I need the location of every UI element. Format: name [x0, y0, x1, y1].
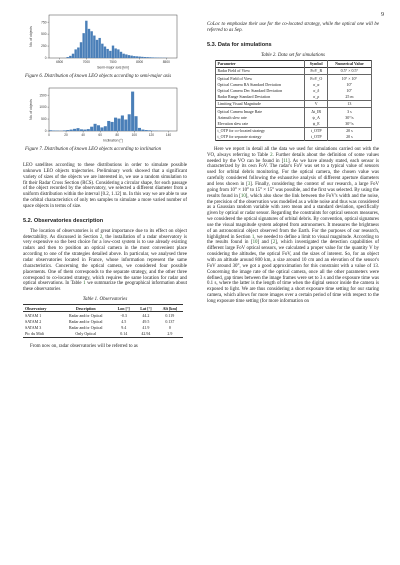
table-cell: t_OTP for co-located strategy — [215, 127, 305, 134]
table-cell: V — [305, 100, 328, 107]
y-axis-label: Nb. of objects — [29, 26, 33, 47]
citation-link[interactable]: 11 — [283, 158, 288, 164]
x-axis-label: Semi-major axis [km] — [97, 65, 129, 70]
right-column — [207, 22, 379, 305]
table-cell: ψ_A — [305, 114, 328, 120]
observatories-table-header: Lon [°] — [117, 305, 130, 311]
histogram-bar — [88, 29, 90, 58]
table-cell: SATAM 1 — [25, 312, 42, 318]
table-cell: 25 m — [328, 94, 371, 101]
histogram-bar — [138, 128, 141, 131]
histogram-bar — [104, 47, 106, 58]
histogram-bar — [93, 36, 95, 58]
observatories-table-header: Description — [75, 305, 96, 311]
histogram-bar — [97, 125, 100, 131]
table-cell: σ_δ — [305, 87, 328, 93]
table-cell: FoV_O — [305, 75, 328, 82]
histogram-bar — [74, 49, 76, 58]
table-cell: 10" — [328, 81, 371, 87]
histogram-bar — [145, 130, 148, 131]
left-column — [23, 12, 187, 350]
histogram-bar — [100, 127, 103, 131]
y-tick-label: 1500 — [39, 93, 47, 98]
table-cell: Radar and/or Optical — [68, 325, 103, 331]
x-tick-label: 80 — [115, 133, 120, 137]
section-link[interactable]: 1 — [251, 234, 255, 240]
table-cell: Pic du Midi — [25, 331, 44, 337]
histogram-bar — [114, 118, 117, 131]
table-cell: Optical Camera Image Rate — [215, 108, 305, 115]
histogram-bar — [114, 48, 116, 58]
table-row — [215, 134, 371, 141]
table-cell: FoV_R — [305, 67, 328, 74]
right-paragraph-0: CoLoc to emphasize their use for the co-located strategy, while the optical one will be referred to as Sep. — [207, 22, 379, 33]
histogram-bar — [152, 57, 154, 58]
histogram-bar — [112, 46, 114, 58]
citation-link[interactable]: 10 — [252, 240, 258, 246]
citation-link[interactable]: 2 — [272, 240, 276, 246]
histogram-bar — [117, 49, 119, 58]
table-cell: Radar and/or Optical — [68, 319, 103, 324]
y-tick-label: 250 — [41, 44, 47, 49]
simulation-table-header: Symbol — [305, 60, 328, 67]
simulation-table-header: Parameter — [215, 60, 305, 67]
histogram-bar — [72, 54, 74, 58]
histogram-bar — [141, 57, 143, 58]
section-5-3-heading: 5.3. Data for simulations — [207, 41, 272, 48]
x-tick-label: 40 — [81, 133, 85, 137]
table-cell: t_OTP for separate strategy — [215, 134, 305, 141]
histogram-bar — [94, 124, 97, 131]
table-row — [215, 127, 371, 134]
x-axis-label: Inclination [°] — [103, 138, 123, 143]
table-cell: 0.137 — [165, 319, 175, 324]
table-cell: Radar Field of View — [215, 67, 305, 74]
section-5-2-heading: 5.2. Observatories description — [23, 217, 104, 224]
histogram-bar — [73, 129, 76, 131]
x-tick-label: 120 — [148, 133, 155, 137]
table-cell: Only Optical — [75, 331, 97, 337]
table-cell: Elevation slew rate — [215, 120, 305, 127]
table-cell: Azimuth slew rate — [215, 114, 305, 120]
histogram-bar — [111, 122, 114, 131]
histogram-bar — [128, 114, 131, 131]
histogram-bar — [66, 57, 68, 58]
table-row — [215, 75, 371, 82]
table-cell: SATAM 3 — [25, 325, 42, 331]
table-cell: 0.14 — [120, 331, 128, 337]
x-tick-label: 60 — [98, 133, 102, 137]
x-tick-label: 8500 — [162, 60, 170, 64]
page-number: 9 — [381, 12, 384, 18]
table-cell: SATAM 2 — [25, 319, 42, 324]
histogram-bar — [80, 129, 83, 131]
table-cell: Optical Camera RA Standard Deviation — [215, 81, 305, 87]
histogram-bar — [144, 57, 146, 58]
table-cell: 0.5° × 0.5° — [328, 67, 371, 74]
histogram-bar — [63, 130, 66, 131]
table-cell: 49.5 — [142, 319, 150, 324]
figure-6 — [25, 12, 185, 80]
table-cell: 3 s — [328, 108, 371, 115]
table-cell: 20 s — [328, 134, 371, 141]
histogram-bar — [49, 130, 52, 131]
table-cell: ψ_E — [305, 120, 328, 127]
observatories-table-header: Lat [°] — [140, 305, 152, 311]
table-cell: 42.94 — [141, 331, 151, 337]
observatories-table-header: Observatory — [25, 305, 47, 311]
citation-link[interactable]: 3 — [247, 182, 251, 187]
table-cell: 20 s — [328, 127, 371, 134]
histogram-bar — [82, 33, 84, 58]
table-row — [215, 67, 371, 74]
table-1-caption: Table 1. Observatories — [82, 297, 128, 303]
histogram-bar — [120, 52, 122, 58]
y-tick-label: 1000 — [39, 105, 47, 110]
table-cell: 30°/s — [328, 120, 371, 127]
inclination-histogram — [25, 85, 185, 145]
histogram-bar — [124, 120, 127, 131]
left-paragraph-1: LEO satellites according to these distributions in order to simulate possible unknown LEO objects trajectories. Preliminary work showed that a significant variety of sizes of the objects we are interested in, we use a random simulation to fit their Radar Cross Section (RCS). Considering a circular shape, for each passage of the object recorded by the observatory, we selected a different diameter from a uniform distribution within the interval [0.2, 1.12] m. In this way we are able to use the orbital characteristics of only ten samples to simulate a more varied number of space objects in terms of size. — [23, 163, 187, 209]
table-cell: 10° × 10° — [328, 75, 371, 82]
histogram-bar — [128, 55, 130, 58]
left-paragraph-3: From now on, radar observatories will be referred to as — [30, 343, 138, 349]
histogram-bar — [107, 121, 110, 131]
table-row — [23, 331, 183, 338]
histogram-bar — [85, 21, 87, 58]
histogram-bar — [149, 57, 151, 58]
histogram-bar — [135, 116, 138, 131]
histogram-bar — [104, 126, 107, 131]
x-tick-label: 20 — [64, 133, 68, 137]
table-cell: 0.119 — [165, 312, 175, 318]
simulation-table-header: Numerical Value — [328, 60, 371, 67]
table-cell: σ_ρ — [305, 94, 328, 101]
y-tick-label: 500 — [41, 117, 47, 122]
y-tick-label: 500 — [41, 32, 47, 37]
figure-7 — [25, 85, 185, 153]
table-cell: Δt_IR — [305, 108, 328, 115]
histogram-bar — [121, 115, 124, 131]
histogram-bar — [133, 56, 135, 58]
table-cell: 2.9 — [167, 331, 173, 337]
x-tick-label: 8000 — [136, 60, 144, 64]
histogram-bar — [90, 31, 92, 58]
histogram-bar — [90, 127, 93, 131]
histogram-bar — [87, 129, 90, 131]
simulation-data-table — [215, 60, 372, 141]
table-link[interactable]: 1 — [83, 281, 86, 287]
table-cell: 41.9 — [142, 325, 150, 331]
x-tick-label: 0 — [48, 133, 50, 137]
x-tick-label: 140 — [165, 133, 172, 137]
histogram-bar — [98, 38, 100, 58]
histogram-bar — [141, 130, 144, 131]
histogram-bar — [122, 54, 124, 58]
table-row — [215, 120, 371, 127]
table-cell: Optical Field of View — [215, 75, 305, 82]
table-link[interactable]: 2 — [270, 152, 273, 158]
histogram-bar — [138, 57, 140, 58]
table-cell: -0.3 — [120, 312, 127, 318]
histogram-bar — [148, 130, 151, 131]
y-tick-label: 750 — [41, 20, 47, 25]
table-cell: 13 — [328, 100, 371, 107]
histogram-bar — [130, 56, 132, 58]
table-cell: σ_α — [305, 81, 328, 87]
table-row — [215, 100, 371, 107]
table-row — [215, 94, 371, 101]
table-cell: t_OTP — [305, 134, 328, 141]
table-cell: 0 — [168, 325, 171, 331]
table-cell: 4.5 — [121, 319, 127, 324]
table-cell: Radar Range Standard Deviation — [215, 94, 305, 101]
y-tick-label: 0 — [44, 129, 47, 134]
histogram-bar — [69, 56, 71, 58]
histogram-bar — [117, 119, 120, 131]
semi-major-axis-histogram — [25, 12, 185, 72]
observatories-table-header: Alt [km] — [162, 305, 178, 311]
histogram-bar — [136, 56, 138, 58]
table-2-caption: Table 2. Data set for simulations — [261, 52, 325, 58]
histogram-bar — [125, 54, 127, 58]
histogram-bar — [131, 92, 134, 131]
histogram-bar — [106, 49, 108, 58]
table-row — [23, 312, 183, 319]
table-cell: Limiting Visual Magnitude — [215, 100, 305, 107]
histogram-bar — [70, 130, 73, 131]
x-tick-label: 6500 — [56, 60, 64, 64]
table-cell: 30°/s — [328, 114, 371, 120]
figure-6-caption: Figure 6. Distribution of known LEO objects according to semi-major axis — [25, 74, 172, 79]
histogram-bar — [76, 128, 79, 131]
histogram-bar — [83, 130, 86, 131]
histogram-bar — [80, 42, 82, 58]
table-cell: 10" — [328, 87, 371, 93]
right-paragraph-1: Here we report in detail all the data we used for simulations carried out with the VO, always referring to Table 2. Further details about the definition of some values needed by the VO can be found in [11]. As we have already stated, each sensor is characterized by its own FoV. The radar's FoV was set to a typical value of sensors used for orbital debris monitoring. For the optical camera, the chosen value was carefully considered following the exhaustive analysis of different aperture diameters and lens shown in [3]. Finally, considering the context of our research, a large FoV going from 10° × 10° to 15° × 15° was possible, and the first was selected. By using the results found in [10], which also show the link between the FoV's width and the noise, the precision of the observation was modelled as a white noise and thus was considered as a Gaussian random variable with zero mean and a standard deviation, specifically given by optical or radar sensor. Regarding the constraints for optical sensors measures, we considered the optical signatures of orbital debris. By convention, optical signatures use the visual magnitude system adopted from astronomers. It measures the brightness of an astronomical object observed from the Earth. For the purposes of our research, highlighted in Section 1, we needed to define a limit to visual magnitude. According to the results found in [10] and [2], which investigated the detection capabilities of different large FoV optical sensors, we calculated a proper value for the quantity V by considering the altitudes, the optical FoV, and the sizes of interest. So, for an object with an altitude around 800 km, a size around 10 cm and an elevation of the sensor's FoV around 30°, we got a good approximation for this constraint with a value of 13. Concerning the image rate of the optical camera, once all the other parameters were defined, gap times between the image frames were set to 3 s and the exposure time was 0.1 s, where the latter is the length of time when the digital sensor inside the camera is exposed to light. We are thus considering a short exposure time setting for our staring camera, which allows for more images over a certain period of time with respect to the long exposure time setting (for more information on — [207, 146, 380, 304]
left-paragraph-2: The location of observatories is of great importance due to its effect on object detectability. As discussed in Section 2, the installation of a radar observatory is very expensive so the best choice for a low-cost system is to use already existing radars and then to position an optical camera in the most convenient place according to one of the strategies detailed above. In particular, we analysed three radar observatories located in France, whose information represent the same characteristics. Concerning the optical camera, we considered four possible placements. One of them corresponds to the separate strategy, and the other three correspond to co-located strategy, which requires the same location for radar and optical observations. In Table 1 we summarize the geographical information about these observatories — [23, 228, 187, 293]
observatories-table — [23, 304, 183, 338]
x-tick-label: 7000 — [82, 60, 90, 64]
x-tick-label: 7500 — [109, 60, 117, 64]
histogram-bar — [96, 40, 98, 58]
table-cell: 44.2 — [142, 312, 150, 318]
histogram-bar — [77, 47, 79, 58]
section-link[interactable]: 2 — [99, 234, 103, 240]
x-tick-label: 100 — [131, 133, 137, 137]
table-cell: Optical Camera Dec Standard Deviation — [215, 87, 305, 93]
table-row — [215, 108, 371, 115]
histogram-bar — [101, 44, 103, 58]
histogram-bar — [109, 51, 111, 58]
histogram-bar — [66, 130, 69, 131]
citation-link[interactable]: 10 — [240, 193, 246, 199]
y-axis-label: Nb. of objects — [29, 99, 33, 120]
histogram-bar — [146, 57, 148, 58]
table-cell: Radar and/or Optical — [68, 312, 103, 318]
figure-7-caption: Figure 7. Distribution of known LEO objects according to inclination — [25, 147, 162, 152]
table-cell: 9.4 — [121, 325, 127, 331]
y-tick-label: 0 — [44, 56, 47, 61]
table-cell: t_OTP — [305, 127, 328, 134]
